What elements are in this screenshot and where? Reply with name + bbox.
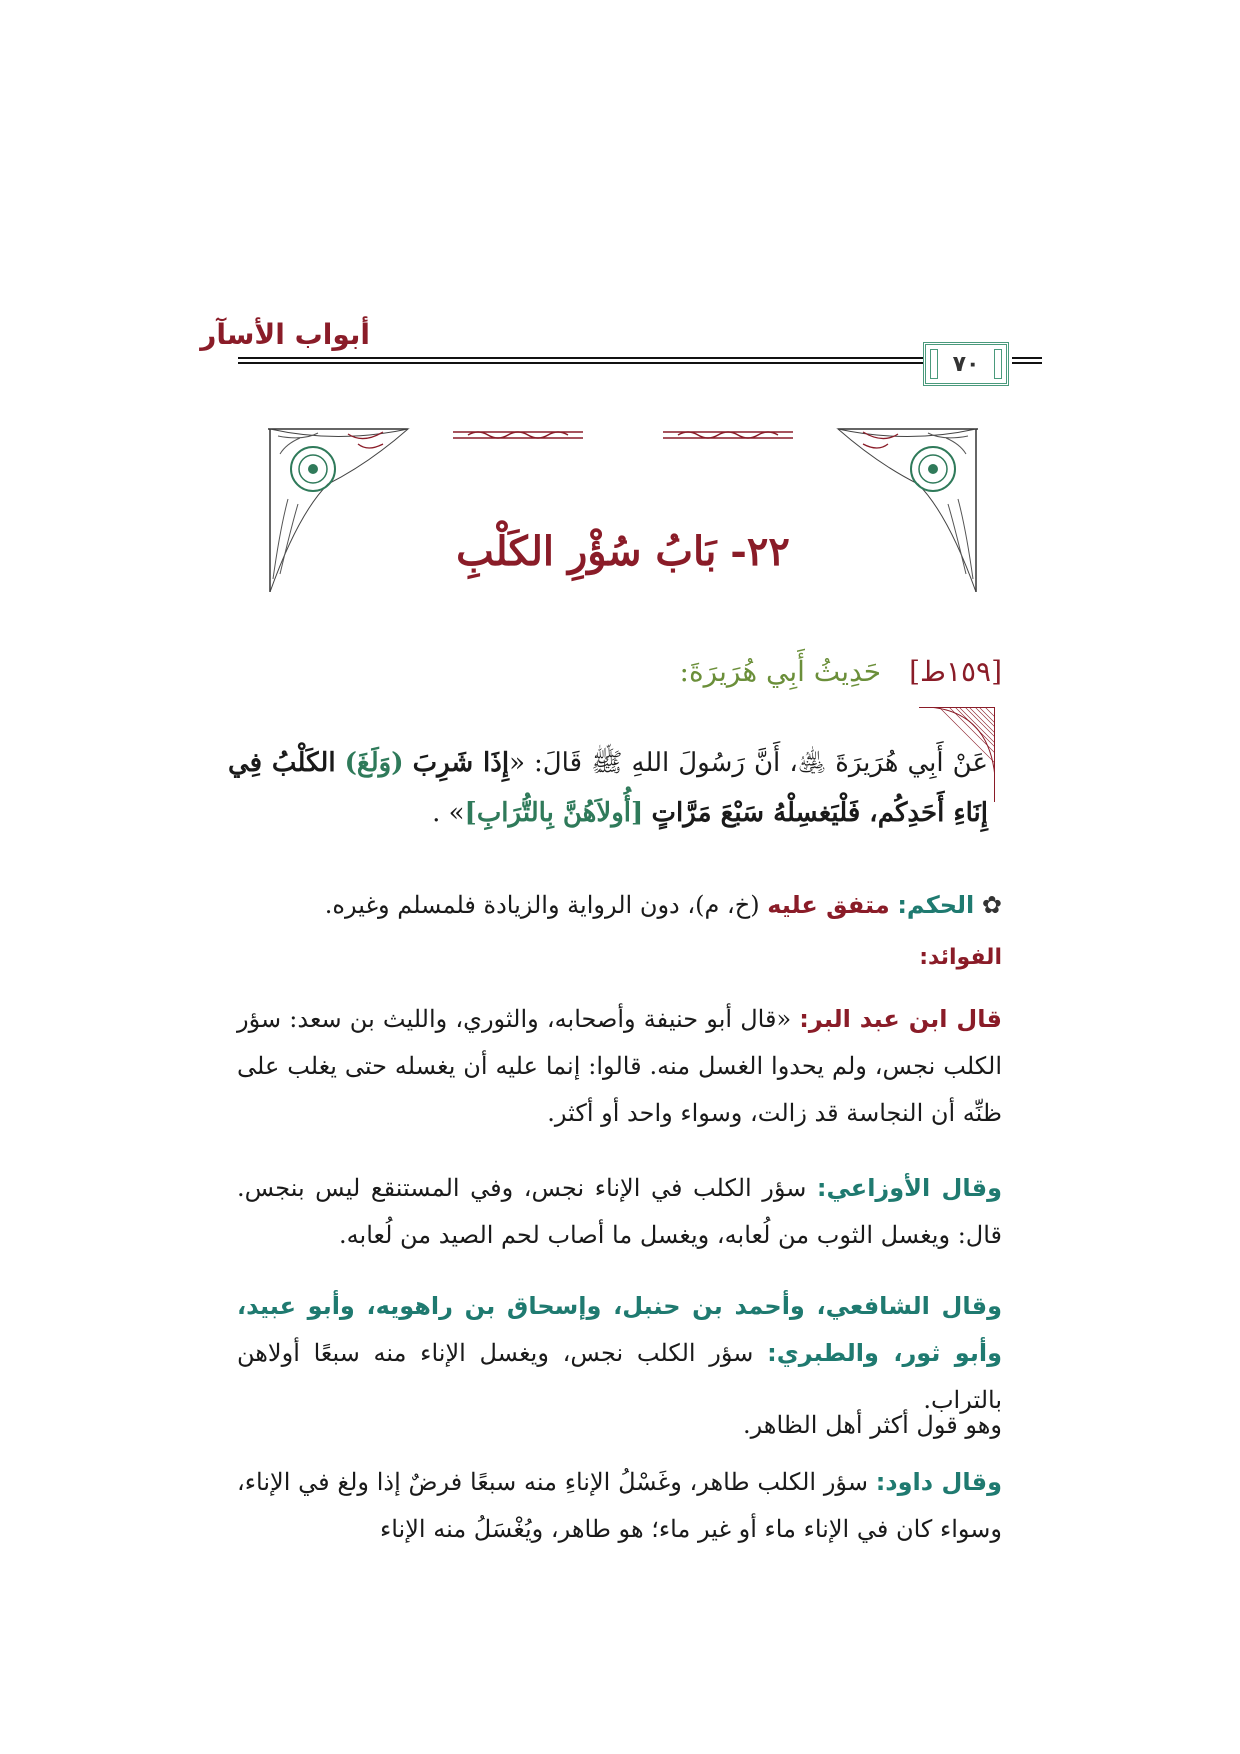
hadith-narrator-title: حَدِيثُ أَبِي هُرَيرَةَ: xyxy=(679,655,882,688)
hadith-text xyxy=(228,738,988,838)
hadith-matn: الكَلْبُ فِي إِنَاءِ أَحَدِكُم، فَلْيَغسِلْهُ سَبْعَ مَرَّاتٍ xyxy=(228,748,988,828)
paragraph-text: سؤر الكلب طاهر، وغَسْلُ الإناءِ منه سبعًا فرضٌ إذا ولغ في الإناء، وسواء كان في الإناء ماء أو غير ماء؛ هو طاهر، ويُغْسَلُ منه الإناء xyxy=(237,1468,1002,1543)
header-rule xyxy=(238,357,970,359)
hadith-variant: (وَلَغَ) xyxy=(344,748,404,778)
book-title: أبواب الأسآر xyxy=(200,318,370,351)
paragraph-text: «قال أبو حنيفة وأصحابه، والثوري، والليث بن سعد: سؤر الكلب نجس، ولم يحدوا الغسل منه. قالوا: إنما عليه أن يغسله حتى يغلب على ظنِّه أن النجاسة قد زالت، وسواء واحد أو أكثر. xyxy=(237,1005,1002,1127)
paragraph-text: سؤر الكلب في الإناء نجس، وفي المستنقع ليس بنجس. قال: ويغسل الثوب من لُعابه، ويغسل ما أصاب لحم الصيد من لُعابه. xyxy=(237,1174,1002,1249)
hadith-number: [١٥٩ط] xyxy=(909,655,1002,688)
ruling-text: (خ، م)، دون الرواية والزيادة فلمسلم وغيره. xyxy=(324,891,760,919)
paragraph xyxy=(237,1402,1002,1449)
paragraph-text: وهو قول أكثر أهل الظاهر. xyxy=(742,1411,1002,1439)
paragraph-text: سؤر الكلب نجس، ويغسل الإناء منه سبعًا أولاهن بالتراب. xyxy=(237,1339,1002,1414)
paragraph xyxy=(237,1165,1002,1259)
paragraph-lead: قال ابن عبد البر: xyxy=(799,1005,1002,1033)
ruling-label: الحكم: xyxy=(897,891,975,919)
ruling-verdict: متفق عليه xyxy=(767,891,890,919)
paragraph-lead: وقال الشافعي، وأحمد بن حنبل، وإسحاق بن راهويه، وأبو عبيد، وأبو ثور، والطبري: xyxy=(237,1292,1002,1367)
paragraph-lead: وقال داود: xyxy=(875,1468,1003,1496)
page-number xyxy=(923,342,1009,386)
hadith-heading xyxy=(680,655,1002,688)
paragraph xyxy=(237,996,1002,1137)
header-rule xyxy=(238,362,970,364)
fawaid-label: الفوائد: xyxy=(919,945,1002,970)
flower-icon: ✿ xyxy=(981,891,1002,919)
header-rule xyxy=(1012,362,1042,364)
paragraph-lead: وقال الأوزاعي: xyxy=(816,1174,1002,1202)
hadith-matn: إِذَا شَرِبَ xyxy=(412,748,510,778)
header-rule xyxy=(1012,357,1042,359)
chapter-title: ٢٢- بَابُ سُؤْرِ الكَلْبِ xyxy=(456,528,790,575)
ruling-line xyxy=(237,882,1002,929)
paragraph xyxy=(237,1459,1002,1553)
hadith-variant: [أُولاَهُنَّ بِالتُّرَابِ] xyxy=(464,798,644,828)
hadith-intro: عَنْ أَبِي هُرَيرَةَ ﵁، أَنَّ رَسُولَ اللهِ ﷺ قَالَ: « xyxy=(509,748,988,778)
page-number-text: ٧٠ xyxy=(952,351,980,377)
hadith-closing: » . xyxy=(432,798,465,828)
